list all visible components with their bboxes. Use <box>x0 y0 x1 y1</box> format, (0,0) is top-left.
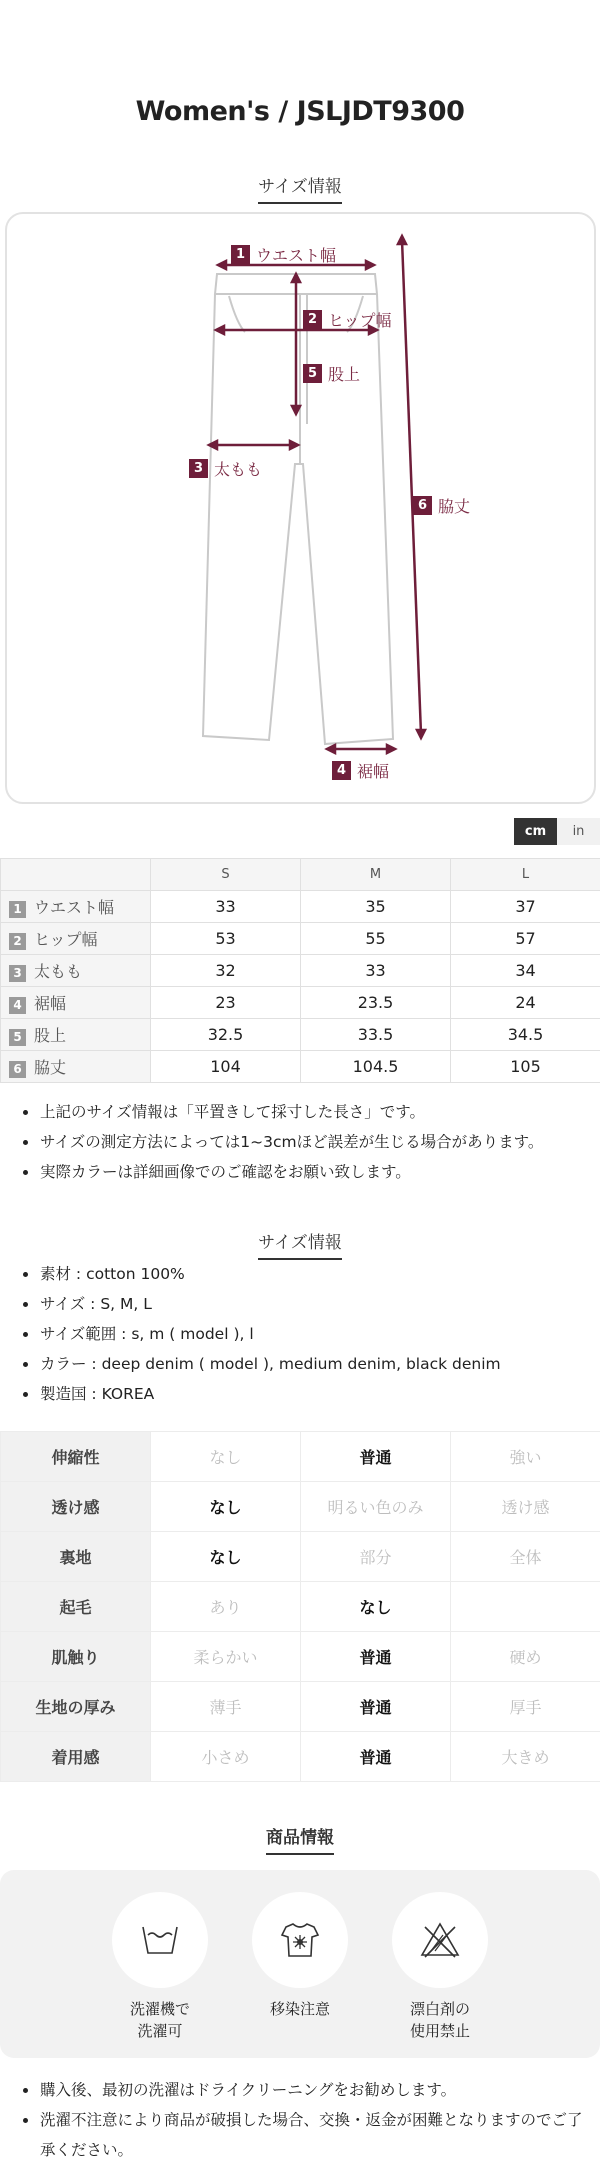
row-header <box>1 1019 151 1051</box>
attribute-option: 強い <box>451 1432 600 1482</box>
table-cell: 37 <box>451 891 600 923</box>
fabric-attributes-table <box>0 1431 600 1782</box>
table-row <box>1 1051 600 1083</box>
row-label: ヒップ幅 <box>34 930 98 949</box>
row-header <box>1 923 151 955</box>
list-item: サイズの測定方法によっては1~3cmほど誤差が生じる場合があります。 <box>0 1127 600 1157</box>
table-cell: 104.5 <box>301 1051 451 1083</box>
attribute-option: 厚手 <box>451 1682 600 1732</box>
pants-illustration <box>7 214 598 806</box>
row-header <box>1 987 151 1019</box>
attribute-label: 起毛 <box>1 1582 151 1632</box>
attribute-option: 部分 <box>301 1532 451 1582</box>
row-label: 脇丈 <box>34 1058 67 1077</box>
care-item-no-bleach: 漂白剤の 使用禁止 <box>385 1892 495 2042</box>
row-label: 裾幅 <box>34 994 67 1013</box>
row-number-badge: 4 <box>9 997 26 1014</box>
attribute-option: 大きめ <box>451 1732 600 1782</box>
table-cell: 33 <box>301 955 451 987</box>
attribute-option: 透け感 <box>451 1482 600 1532</box>
color-transfer-icon <box>280 1921 320 1959</box>
table-row <box>1 1682 600 1732</box>
attribute-option: なし <box>151 1432 301 1482</box>
table-row <box>1 923 600 955</box>
spec-heading: サイズ情報 <box>0 1228 600 1260</box>
row-header <box>1 1051 151 1083</box>
table-cell: 32.5 <box>151 1019 301 1051</box>
row-header <box>1 955 151 987</box>
column-header: M <box>301 859 451 891</box>
unit-in-button[interactable]: in <box>557 818 600 845</box>
care-item-machine-wash: 洗濯機で 洗濯可 <box>105 1892 215 2042</box>
spec-list <box>0 1259 600 1409</box>
table-cell: 33 <box>151 891 301 923</box>
product-title: Women's / JSLJDT9300 <box>135 96 465 127</box>
table-row <box>1 1732 600 1782</box>
diagram-label-rise: 5 股上 <box>303 362 360 385</box>
list-item: サイズ範囲 : s, m ( model ), l <box>0 1319 600 1349</box>
list-item: 製造国 : KOREA <box>0 1379 600 1409</box>
table-cell: 24 <box>451 987 600 1019</box>
table-cell: 53 <box>151 923 301 955</box>
size-notes-list <box>0 1097 600 1187</box>
table-row <box>1 1532 600 1582</box>
attribute-option: 硬め <box>451 1632 600 1682</box>
table-cell: 35 <box>301 891 451 923</box>
table-cell: 34.5 <box>451 1019 600 1051</box>
table-row <box>1 1482 600 1532</box>
table-cell: 23.5 <box>301 987 451 1019</box>
list-item: 素材 : cotton 100% <box>0 1259 600 1289</box>
attribute-option: 普通 <box>301 1432 451 1482</box>
product-info-heading: 商品情報 <box>0 1823 600 1855</box>
list-item: 上記のサイズ情報は「平置きして採寸した長さ」です。 <box>0 1097 600 1127</box>
diagram-label-hem: 4 裾幅 <box>332 759 389 782</box>
row-number-badge: 5 <box>9 1029 26 1046</box>
attribute-label: 着用感 <box>1 1732 151 1782</box>
attribute-option: 普通 <box>301 1682 451 1732</box>
attribute-label: 肌触り <box>1 1632 151 1682</box>
table-cell: 105 <box>451 1051 600 1083</box>
size-info-heading: サイズ情報 <box>0 172 600 204</box>
column-header: L <box>451 859 600 891</box>
table-row <box>1 1019 600 1051</box>
list-item: サイズ : S, M, L <box>0 1289 600 1319</box>
no-bleach-icon <box>419 1921 461 1959</box>
attribute-option: 普通 <box>301 1732 451 1782</box>
diagram-label-thigh: 3 太もも <box>189 457 262 480</box>
row-header <box>1 891 151 923</box>
table-cell: 32 <box>151 955 301 987</box>
row-number-badge: 3 <box>9 965 26 982</box>
attribute-label: 伸縮性 <box>1 1432 151 1482</box>
table-row <box>1 955 600 987</box>
row-label: 太もも <box>34 962 83 981</box>
row-label: 股上 <box>34 1026 67 1045</box>
diagram-label-hip: 2 ヒップ幅 <box>303 308 392 331</box>
table-row <box>1 987 600 1019</box>
table-row <box>1 1632 600 1682</box>
size-table-header <box>1 859 600 891</box>
table-row <box>1 891 600 923</box>
list-item: 購入後、最初の洗濯はドライクリーニングをお勧めします。 <box>0 2075 600 2105</box>
attribute-label: 透け感 <box>1 1482 151 1532</box>
attribute-option: なし <box>151 1482 301 1532</box>
care-item-color-transfer: 移染注意 <box>245 1892 355 2020</box>
attribute-option: なし <box>151 1532 301 1582</box>
attribute-option: 全体 <box>451 1532 600 1582</box>
unit-toggle <box>514 818 600 845</box>
diagram-label-waist: 1 ウエスト幅 <box>231 243 336 266</box>
table-cell: 33.5 <box>301 1019 451 1051</box>
machine-wash-icon <box>140 1923 180 1957</box>
diagram-label-outseam: 6 脇丈 <box>413 494 470 517</box>
care-instructions-box <box>0 1870 600 2058</box>
table-cell: 23 <box>151 987 301 1019</box>
attribute-label: 裏地 <box>1 1532 151 1582</box>
attribute-option: 小さめ <box>151 1732 301 1782</box>
list-item: 洗濯不注意により商品が破損した場合、交換・返金が困難となりますのでご了承ください。 <box>0 2105 600 2165</box>
table-cell: 104 <box>151 1051 301 1083</box>
attribute-label: 生地の厚み <box>1 1682 151 1732</box>
pants-measurement-diagram <box>5 212 596 804</box>
product-notes-list <box>0 2075 600 2165</box>
attribute-option: 明るい色のみ <box>301 1482 451 1532</box>
unit-cm-button[interactable]: cm <box>514 818 557 845</box>
row-number-badge: 6 <box>9 1061 26 1078</box>
attribute-option: 柔らかい <box>151 1632 301 1682</box>
column-header: S <box>151 859 301 891</box>
table-cell: 57 <box>451 923 600 955</box>
row-number-badge: 2 <box>9 933 26 950</box>
attribute-option: あり <box>151 1582 301 1632</box>
row-number-badge: 1 <box>9 901 26 918</box>
table-row <box>1 1432 600 1482</box>
size-table <box>0 858 600 1083</box>
table-row <box>1 1582 600 1632</box>
attribute-option: 普通 <box>301 1632 451 1682</box>
attribute-option <box>451 1582 600 1632</box>
list-item: 実際カラーは詳細画像でのご確認をお願い致します。 <box>0 1157 600 1187</box>
attribute-option: 薄手 <box>151 1682 301 1732</box>
attribute-option: なし <box>301 1582 451 1632</box>
table-cell: 34 <box>451 955 600 987</box>
table-cell: 55 <box>301 923 451 955</box>
row-label: ウエスト幅 <box>34 898 115 917</box>
list-item: カラー : deep denim ( model ), medium denim, black denim <box>0 1349 600 1379</box>
